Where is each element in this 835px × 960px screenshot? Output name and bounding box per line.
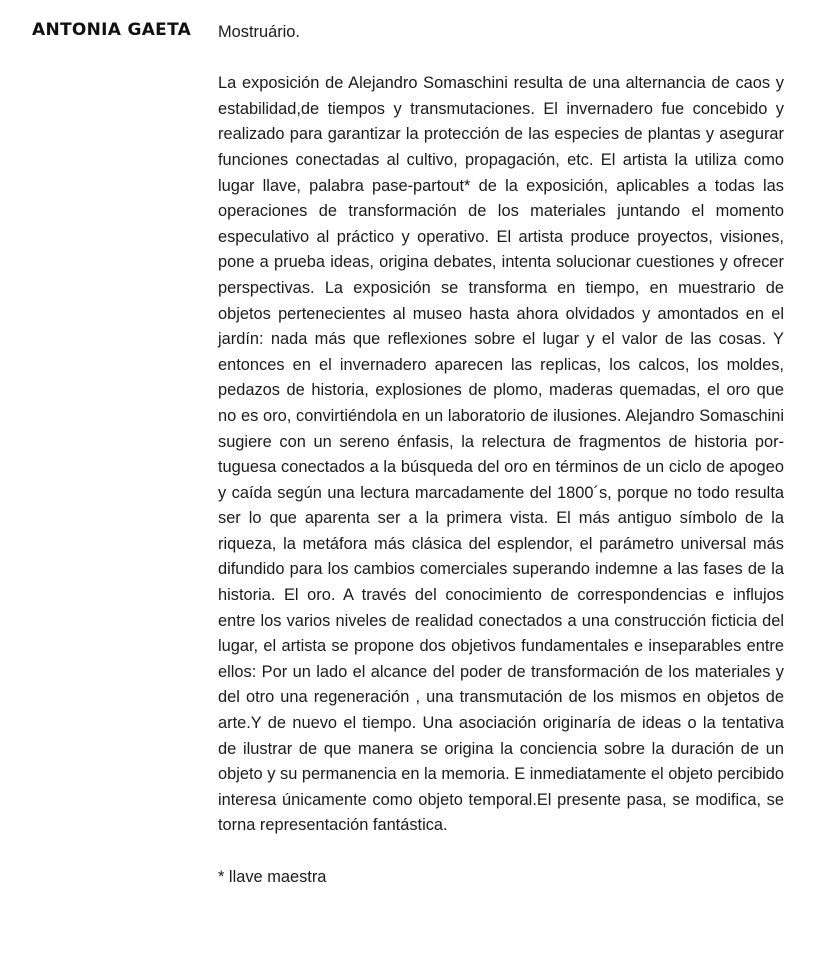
article-title: Mostruário. bbox=[218, 23, 300, 41]
article bbox=[218, 20, 784, 890]
footnote: * llave maestra bbox=[218, 867, 327, 886]
author-name: ANTONIA GAETA bbox=[32, 20, 192, 40]
article-body: La exposición de Alejandro Somaschini resulta de una alternancia de caos y estabilidad,de tiempos y transmutaciones. El invernadero fue concebido y realizado para garantizar la protección de las especies de plantas y asegurar funciones conectadas al cultivo, propagación, etc. El artista la utiliza como lugar llave, palabra pase-partout* de la exposición, aplicables a todas las operaciones de transformación de los materiales juntando el momento especulativo al práctico y operativo. El artista produce proyectos, visiones, pone a prueba ideas, origina debates, intenta solucionar cuestiones y ofrecer perspectivas. La exposición se transforma en tiempo, en muestrario de objetos pertenecientes al museo hasta ahora olvidados y amontados en el jardín: nada más que reflexiones sobre el lugar y el valor de las cosas. Y entonces en el invernadero aparecen las replicas, los calcos, los moldes, pedazos de historia, explosiones de plomo, maderas quemadas, el oro que no es oro, convirtiéndola en un laboratorio de ilusiones. Alejandro Somaschini sugiere con un sereno énfasis, la relectura de fragmentos de historia portuguesa conectados a la búsqueda del oro en términos de un ciclo de apogeo y caída según una lectura marcadamente del 1800´s, porque no todo resulta ser lo que aparenta ser a la primera vista. El más antiguo símbolo de la riqueza, la metáfora más clásica del esplendor, el parámetro universal más difundido para los cambios comerciales superando indemne a las fases de la historia. El oro. A través del conocimiento de correspondencias e influjos entre los varios niveles de realidad conectados a una construcción ficticia del lugar, el artista se propone dos objetivos fundamentales e inseparables entre ellos: Por un lado el alcance del poder de transformación de los materiales y del otro una regeneración , una transmutación de los mismos en objetos de arte.Y de nuevo el tiempo. Una asociación originaría de ideas o la tentativa de ilustrar de que manera se origina la conciencia sobre la duración de un objeto y su permanencia en la memoria. E inmediatamente el objeto percibido interesa únicamente como objeto temporal.El presente pasa, se modifica, se torna representación fantástica. bbox=[218, 74, 784, 835]
